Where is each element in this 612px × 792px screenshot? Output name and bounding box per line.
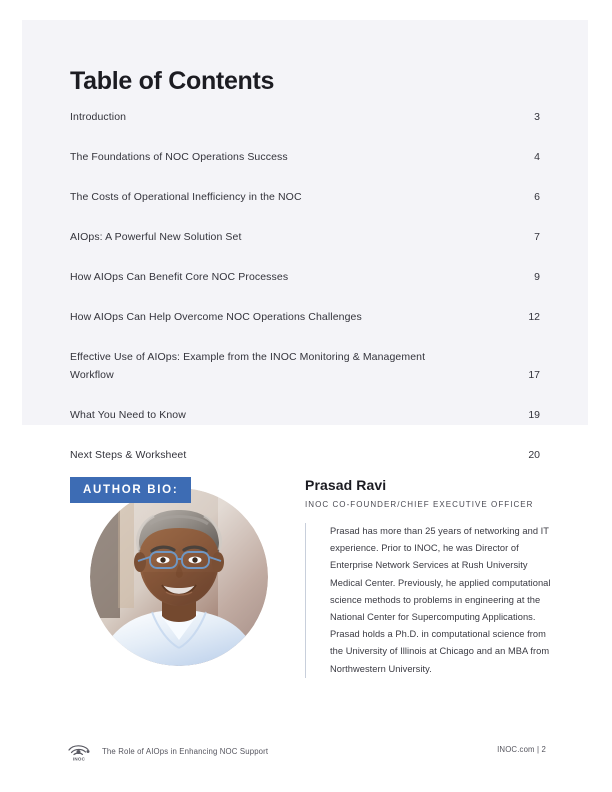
author-bio-text: Prasad has more than 25 years of networking and IT experience. Prior to INOC, he was Director of Enterprise Network Services at Rush University Medical Center. Previously, he applied computational science methods to problems in engineering at the National Center for Supercomputing Applications. Prasad holds a Ph.D. in computational science from the University of Illinois at Chicago and an MBA from Northwestern University. <box>330 526 551 674</box>
toc-entry-label: Effective Use of AIOps: Example from the INOC Monitoring & Management Workflow <box>70 351 426 381</box>
status-badge: AUTHOR BIO: <box>70 477 191 503</box>
toc-entry-label: How AIOps Can Help Overcome NOC Operations Challenges <box>70 311 362 323</box>
toc-entry-effective-use-of-aiops[interactable] <box>70 348 540 384</box>
page-title: Table of Contents <box>70 67 275 95</box>
toc-entry-page-number: 7 <box>534 231 540 243</box>
svg-text:INOC: INOC <box>72 756 86 762</box>
author-name: Prasad Ravi <box>305 477 387 493</box>
toc-entry-aiops-overcome-noc-operations-challenges[interactable] <box>70 308 540 326</box>
toc-entry-page-number: 9 <box>534 271 540 283</box>
footer-left-group <box>66 740 268 762</box>
toc-entry-introduction[interactable] <box>70 108 540 126</box>
toc-entry-label: What You Need to Know <box>70 409 186 421</box>
toc-entry-page-number: 12 <box>528 311 540 323</box>
toc-entry-foundations-of-noc-operations-success[interactable] <box>70 148 540 166</box>
author-role: INOC CO-FOUNDER/CHIEF EXECUTIVE OFFICER <box>305 500 534 509</box>
toc-entry-label: The Foundations of NOC Operations Success <box>70 151 288 163</box>
toc-entry-what-you-need-to-know[interactable] <box>70 406 540 424</box>
footer-site-and-page-number: INOC.com | 2 <box>497 745 546 754</box>
toc-list <box>70 108 540 486</box>
author-bio-section <box>0 455 612 710</box>
toc-entry-label: The Costs of Operational Inefficiency in the NOC <box>70 191 302 203</box>
inoc-logo-icon <box>66 740 92 762</box>
toc-entry-aiops-powerful-new-solution-set[interactable] <box>70 228 540 246</box>
author-bio-body <box>305 523 555 678</box>
toc-entry-page-number: 3 <box>534 111 540 123</box>
toc-entry-costs-of-operational-inefficiency[interactable] <box>70 188 540 206</box>
toc-entry-page-number: 19 <box>528 409 540 421</box>
toc-entry-page-number: 17 <box>528 369 540 381</box>
toc-entry-label: AIOps: A Powerful New Solution Set <box>70 231 242 243</box>
author-heading <box>305 477 555 509</box>
toc-entry-page-number: 6 <box>534 191 540 203</box>
toc-entry-label: Next Steps & Worksheet <box>70 449 187 461</box>
page-footer <box>0 740 612 770</box>
footer-document-title: The Role of AIOps in Enhancing NOC Support <box>102 746 269 756</box>
toc-entry-page-number: 4 <box>534 151 540 163</box>
avatar <box>90 488 268 666</box>
toc-entry-label: Introduction <box>70 111 127 123</box>
toc-entry-aiops-benefit-core-noc-processes[interactable] <box>70 268 540 286</box>
toc-entry-label: How AIOps Can Benefit Core NOC Processes <box>70 271 289 283</box>
toc-entry-page-number: 20 <box>528 449 540 461</box>
portrait-photo <box>90 488 268 666</box>
table-of-contents-panel <box>22 20 588 461</box>
